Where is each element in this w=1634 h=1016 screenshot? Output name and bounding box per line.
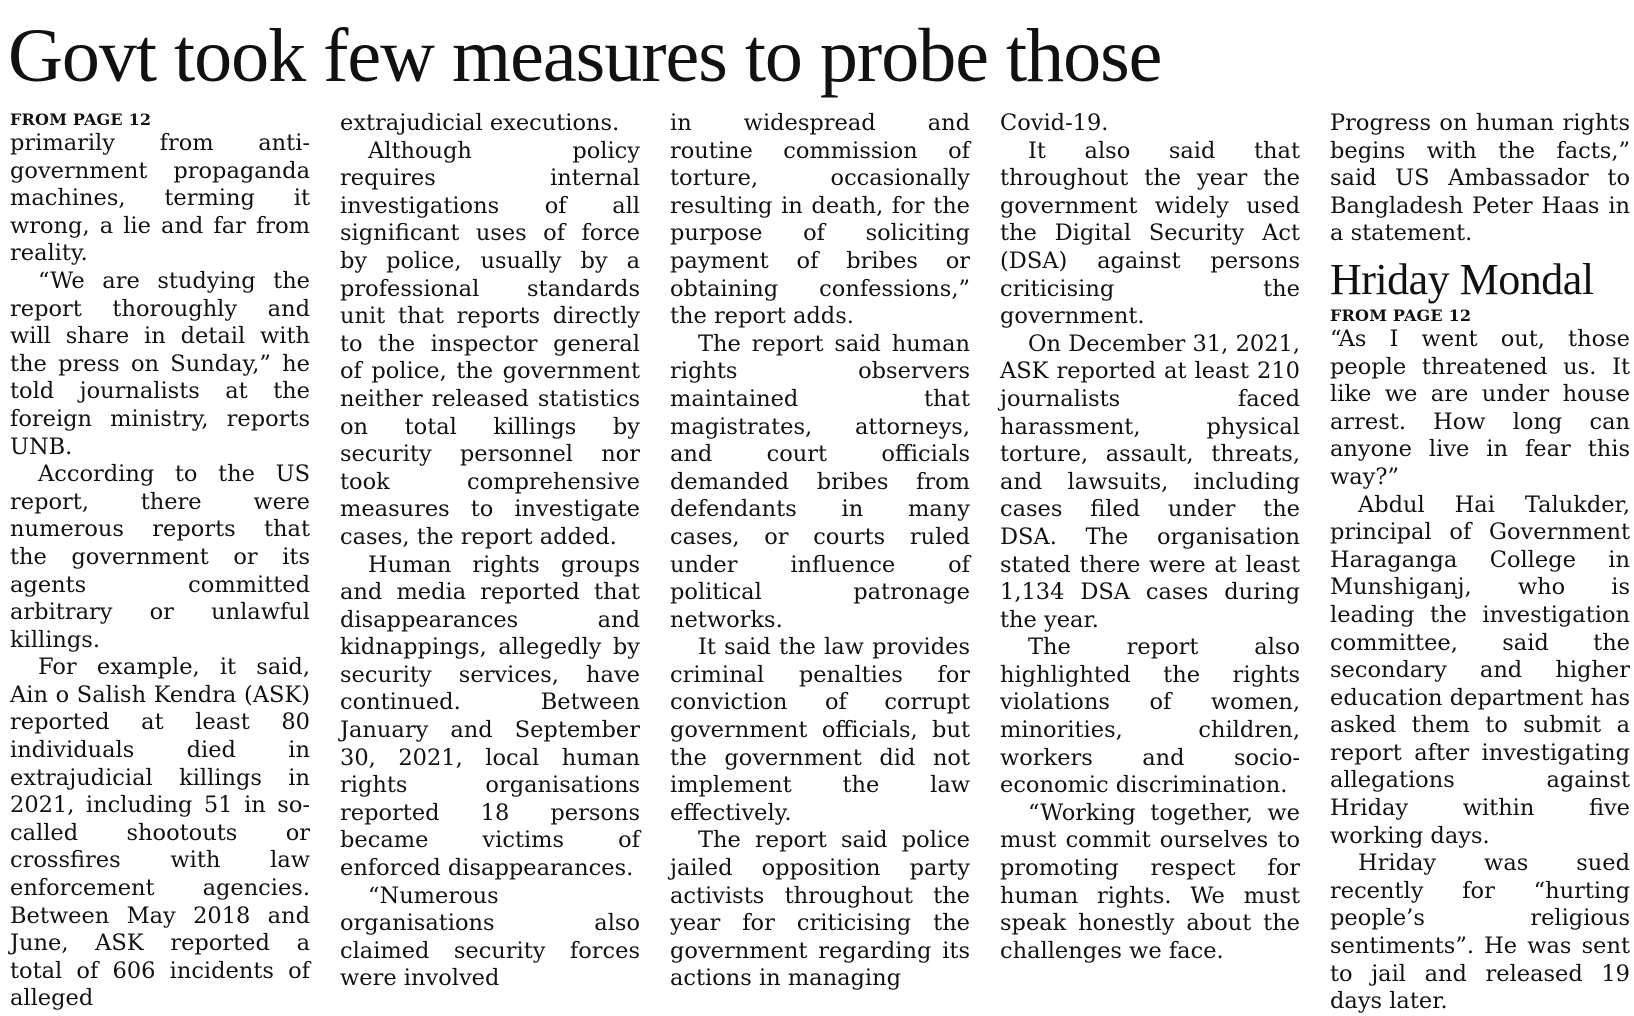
jump-line: FROM PAGE 12 bbox=[1330, 305, 1472, 325]
paragraph: It said the law provides criminal penalties for conviction of corrupt government officials, but the government did not implement the law effectively. bbox=[670, 634, 970, 826]
paragraph: in widespread and routine commission of torture, occasionally resulting in death, for the purpose of soliciting payment of bribes or obtaining confessions,” the report adds. bbox=[670, 110, 970, 330]
paragraph: “Working together, we must commit ourselves to promoting respect for human rights. We must speak honestly about the challenges we face. bbox=[1000, 799, 1300, 964]
article-column-3 bbox=[670, 110, 970, 992]
paragraph: “We are studying the report thoroughly and will share in detail with the press on Sunday,” he told journalists at the foreign ministry, reports UNB. bbox=[10, 267, 310, 460]
paragraph: Hriday was sued recently for “hurting people’s religious sentiments”. He was sent to jail and released 19 days later. bbox=[1330, 850, 1630, 1015]
headline: Govt took few measures to probe those bbox=[8, 14, 1162, 98]
paragraph: “Numerous organisations also claimed security forces were involved bbox=[340, 882, 640, 992]
paragraph: The report also highlighted the rights violations of women, minorities, children, workers and socio-economic discrimination. bbox=[1000, 634, 1300, 799]
paragraph: On December 31, 2021, ASK reported at least 210 journalists faced harassment, physical torture, assault, threats, and lawsuits, including cases filed under the DSA. The organisation stated there were at least 1,134 DSA cases during the year. bbox=[1000, 330, 1300, 633]
paragraph: It also said that throughout the year the government widely used the Digital Security Act (DSA) against persons criticising the government. bbox=[1000, 137, 1300, 330]
paragraph: extrajudicial executions. bbox=[340, 110, 620, 136]
jump-line: FROM PAGE 12 bbox=[10, 110, 152, 129]
article-column-1 bbox=[10, 110, 310, 1012]
paragraph: Although policy requires internal investigations of all significant uses of force by police, usually by a professional standards unit that reports directly to the inspector general of police, the government neither released statistics on total killings by security personnel nor took comprehensive measures to investigate cases, the report added. bbox=[340, 137, 640, 550]
paragraph: The report said police jailed opposition party activists throughout the year for criticising the government regarding its actions in managing bbox=[670, 827, 970, 992]
paragraph: The report said human rights observers maintained that magistrates, attorneys, and court officials demanded bribes from defendants in many cases, or courts ruled under influence of political patronage networks. bbox=[670, 330, 970, 633]
article-column-4 bbox=[1000, 110, 1300, 964]
paragraph: Human rights groups and media reported that disappearances and kidnappings, allegedly by security services, have continued. Between January and September 30, 2021, local human rights organisations reported 18 persons became victims of enforced disappearances. bbox=[340, 551, 640, 882]
paragraph: “As I went out, those people threatened us. It like we are under house arrest. How long can anyone live in fear this way?” bbox=[1330, 325, 1630, 490]
paragraph: Covid-19. bbox=[1000, 110, 1109, 136]
paragraph: For example, it said, Ain o Salish Kendra (ASK) reported at least 80 individuals died in extrajudicial killings in 2021, including 51 in so-called shootouts or crossfires with law enforcement agencies. Between May 2018 and June, ASK reported a total of 606 incidents of alleged bbox=[10, 654, 310, 1012]
paragraph: Progress on human rights begins with the facts,” said US Ambassador to Bangladesh Peter Haas in a statement. bbox=[1330, 110, 1630, 247]
paragraph: According to the US report, there were numerous reports that the government or its agents committed arbitrary or unlawful killings. bbox=[10, 461, 310, 653]
article-column-2 bbox=[340, 110, 640, 992]
paragraph: Abdul Hai Talukder, principal of Government Haraganga College in Munshiganj, who is leading the investigation committee, said the secondary and higher education department has asked them to submit a report after investigating allegations against Hriday within five working days. bbox=[1330, 491, 1630, 849]
article-column-5 bbox=[1330, 110, 1630, 1015]
secondary-headline: Hriday Mondal bbox=[1330, 254, 1594, 304]
paragraph: primarily from anti-government propaganda machines, terming it wrong, a lie and far from reality. bbox=[10, 130, 310, 267]
